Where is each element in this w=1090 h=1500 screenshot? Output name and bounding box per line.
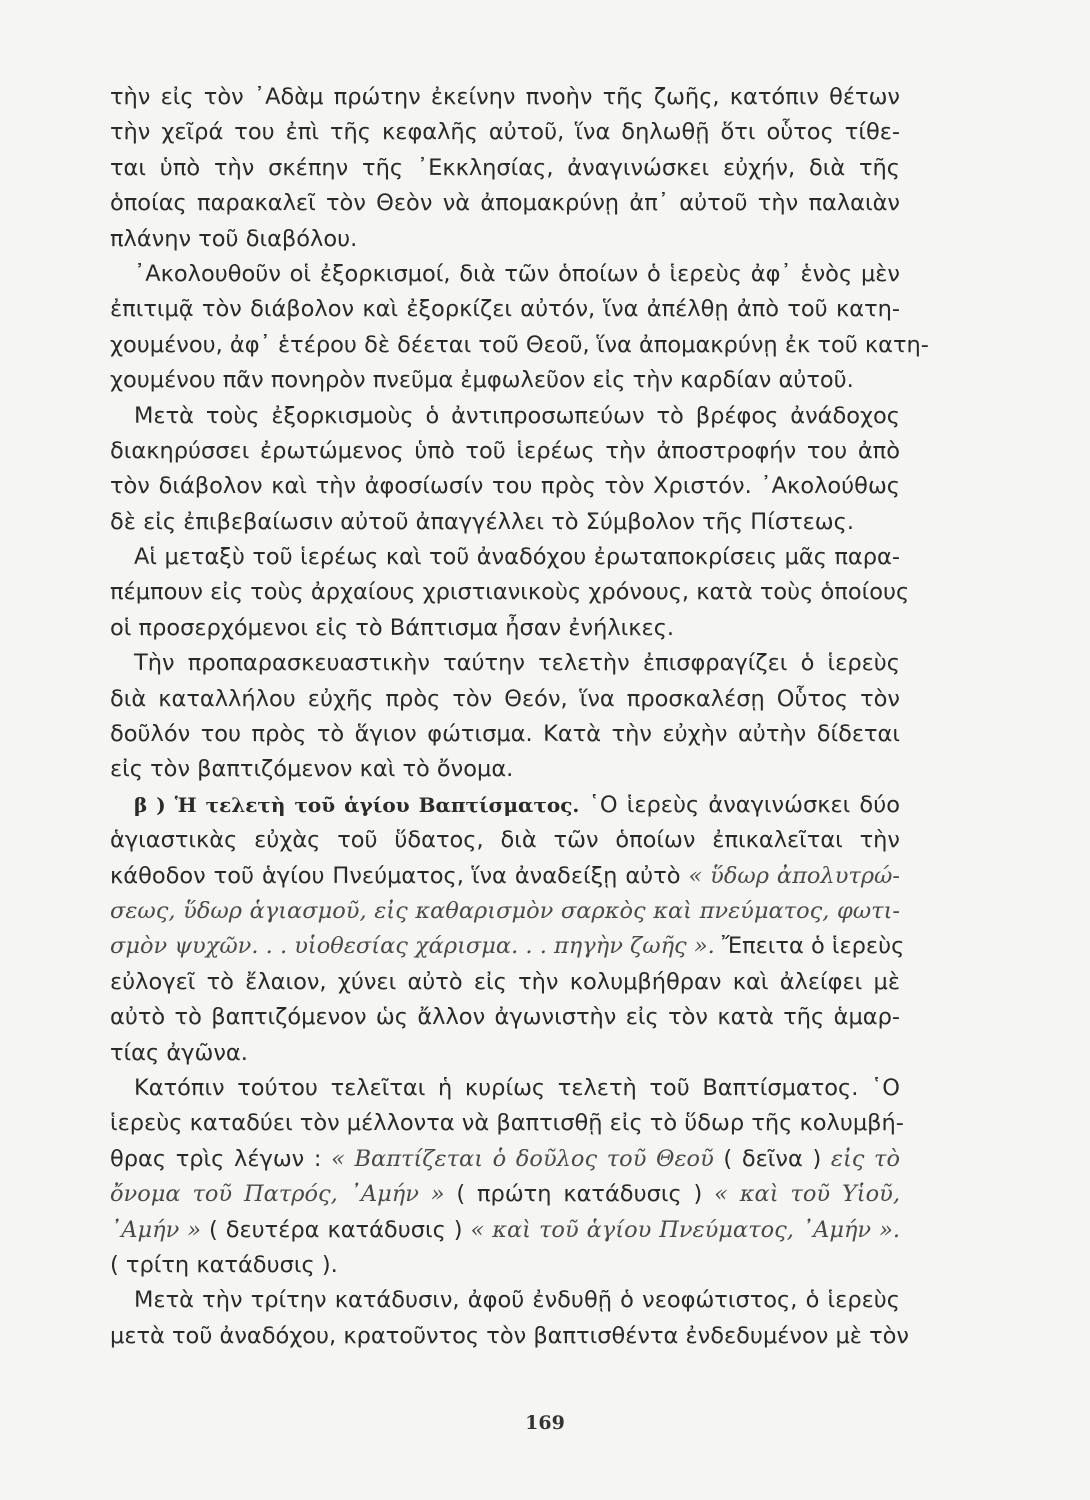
body-text: Ἔπειτα ὁ ἱερεὺς bbox=[714, 933, 905, 960]
body-text: ἐπιτιμᾷ τὸν διάβολον καὶ ἐξορκίζει αὐτόν, ἵνα ἀπέλθῃ ἀπὸ τοῦ κατη- bbox=[110, 296, 900, 323]
section-heading: β ) Ἡ τελετὴ τοῦ ἁγίου Βαπτίσματος. bbox=[134, 792, 580, 817]
text-line bbox=[110, 752, 900, 787]
body-text: τὴν εἰς τὸν ᾿Αδὰμ πρώτην ἐκείνην πνοὴν τῆς ζωῆς, κατόπιν θέτων bbox=[110, 84, 900, 110]
text-line bbox=[110, 1177, 900, 1212]
body-text: εἰς τὸν βαπτιζόμενον καὶ τὸ ὄνομα. bbox=[110, 756, 514, 783]
body-text: διακηρύσσει ἐρωτώμενος ὑπὸ τοῦ ἱερέως τὴν ἀποστροφήν του ἀπὸ bbox=[110, 437, 900, 464]
text-line bbox=[110, 1106, 904, 1141]
quoted-text: « Βαπτίζεται ὁ δοῦλος τοῦ Θεοῦ bbox=[331, 1145, 714, 1172]
text-line bbox=[110, 1000, 900, 1035]
body-text: ται ὑπὸ τὴν σκέπην τῆς ᾿Εκκλησίας, ἀναγινώσκει εὐχήν, διὰ τῆς bbox=[110, 154, 900, 181]
body-text: δοῦλόν του πρὸς τὸ ἅγιον φώτισμα. Κατὰ τὴν εὐχὴν αὐτὴν δίδεται bbox=[110, 721, 900, 748]
text-line bbox=[110, 80, 900, 115]
body-text: κάθοδον τοῦ ἁγίου Πνεύματος, ἵνα ἀναδείξῃ αὐτὸ bbox=[110, 862, 689, 889]
quoted-text: ὄνομα τοῦ Πατρός, ᾿Αμήν » bbox=[110, 1181, 445, 1208]
text-line bbox=[110, 859, 900, 894]
text-line bbox=[110, 929, 905, 964]
body-text: τίας ἀγῶνα. bbox=[110, 1039, 248, 1066]
quoted-text: σεως, ὕδωρ ἁγιασμοῦ, εἰς καθαρισμὸν σαρκὸς καὶ πνεύματος, φωτι- bbox=[110, 897, 900, 924]
body-text: πέμπουν εἰς τοὺς ἀρχαίους χριστιανικοὺς χρόνους, κατὰ τοὺς ὁποίους bbox=[110, 579, 910, 606]
body-text: μετὰ τοῦ ἀναδόχου, κρατοῦντος τὸν βαπτισθέντα ἐνδεδυμένον μὲ τὸν bbox=[110, 1322, 909, 1349]
text-line bbox=[110, 363, 900, 398]
quoted-text: εἰς τὸ bbox=[830, 1145, 901, 1172]
body-text: εὐλογεῖ τὸ ἔλαιον, χύνει αὐτὸ εἰς τὴν κολυμβήθραν καὶ ἀλείφει μὲ bbox=[110, 968, 900, 995]
text-line bbox=[110, 222, 900, 257]
text-line bbox=[110, 399, 900, 434]
page-text-body bbox=[110, 80, 929, 1354]
quoted-text: « ὕδωρ ἀπολυτρώ- bbox=[688, 862, 900, 889]
text-line bbox=[110, 257, 900, 292]
body-text: ἱερεὺς καταδύει τὸν μέλλοντα νὰ βαπτισθῇ εἰς τὸ ὕδωρ τῆς κολυμβή- bbox=[110, 1110, 904, 1137]
text-line bbox=[110, 575, 910, 610]
text-line bbox=[110, 505, 900, 540]
quoted-text: ᾿Αμήν » bbox=[110, 1216, 202, 1243]
quoted-text: σμὸν ψυχῶν. . . υἱοθεσίας χάρισμα. . . πηγὴν ζωῆς ». bbox=[110, 933, 715, 960]
text-line bbox=[110, 682, 900, 717]
text-line bbox=[110, 646, 900, 681]
body-text: ῾Ο ἱερεὺς ἀναγινώσκει δύο bbox=[579, 791, 900, 818]
body-text: χουμένου, ἀφ᾿ ἑτέρου δὲ δέεται τοῦ Θεοῦ, ἵνα ἀπομακρύνῃ ἐκ τοῦ κατη- bbox=[110, 331, 929, 358]
body-text: ᾿Ακολουθοῦν οἱ ἐξορκισμοί, διὰ τῶν ὁποίων ὁ ἱερεὺς ἀφ᾿ ἑνὸς μὲν bbox=[134, 260, 900, 287]
quoted-text: « καὶ τοῦ Υἱοῦ, bbox=[714, 1181, 900, 1208]
text-line bbox=[110, 823, 900, 858]
text-line bbox=[110, 1319, 909, 1354]
body-text: τὸν διάβολον καὶ τὴν ἀφοσίωσίν του πρὸς τὸν Χριστόν. ᾿Ακολούθως bbox=[110, 473, 900, 500]
text-line bbox=[110, 1036, 900, 1071]
text-line bbox=[110, 328, 929, 363]
body-text: διὰ καταλλήλου εὐχῆς πρὸς τὸν Θεόν, ἵνα προσκαλέσῃ Οὗτος τὸν bbox=[110, 685, 900, 712]
text-line bbox=[110, 540, 900, 575]
text-line bbox=[110, 965, 900, 1000]
text-line bbox=[110, 292, 900, 327]
body-text: Τὴν προπαρασκευαστικὴν ταύτην τελετὴν ἐπισφραγίζει ὁ ἱερεὺς bbox=[134, 650, 900, 677]
text-line bbox=[110, 1283, 900, 1318]
text-line bbox=[110, 115, 900, 150]
text-line bbox=[110, 1248, 900, 1283]
text-line bbox=[110, 1142, 900, 1177]
body-text: αὐτὸ τὸ βαπτιζόμενον ὡς ἄλλον ἀγωνιστὴν εἰς τὸν κατὰ τῆς ἁμαρ- bbox=[110, 1004, 900, 1031]
body-text: Μετὰ τοὺς ἐξορκισμοὺς ὁ ἀντιπροσωπεύων τὸ βρέφος ἀνάδοχος bbox=[134, 402, 900, 429]
text-line bbox=[110, 186, 900, 221]
body-text: δὲ εἰς ἐπιβεβαίωσιν αὐτοῦ ἀπαγγέλλει τὸ Σύμβολον τῆς Πίστεως. bbox=[110, 508, 854, 535]
quoted-text: « καὶ τοῦ ἁγίου Πνεύματος, ᾿Αμήν ». bbox=[470, 1216, 900, 1243]
body-text: ἁγιαστικὰς εὐχὰς τοῦ ὕδατος, διὰ τῶν ὁποίων ἐπικαλεῖται τὴν bbox=[110, 827, 900, 854]
body-text: ( δευτέρα κατάδυσις ) bbox=[201, 1216, 471, 1243]
text-line bbox=[110, 894, 900, 929]
body-text: πλάνην τοῦ διαβόλου. bbox=[110, 225, 358, 252]
body-text: οἱ προσερχόμενοι εἰς τὸ Βάπτισμα ἦσαν ἐνήλικες. bbox=[110, 614, 675, 641]
body-text: χουμένου πᾶν πονηρὸν πνεῦμα ἐμφωλεῦον εἰς τὴν καρδίαν αὐτοῦ. bbox=[110, 367, 854, 394]
text-line bbox=[110, 469, 900, 504]
body-text: Αἱ μεταξὺ τοῦ ἱερέως καὶ τοῦ ἀναδόχου ἐρωταποκρίσεις μᾶς παρα- bbox=[134, 544, 900, 571]
body-text: θρας τρὶς λέγων : bbox=[110, 1145, 332, 1172]
text-line bbox=[110, 151, 900, 186]
text-line bbox=[110, 434, 900, 469]
body-text: ὁποίας παρακαλεῖ τὸν Θεὸν νὰ ἀπομακρύνῃ ἀπ᾿ αὐτοῦ τὴν παλαιὰν bbox=[110, 190, 900, 217]
text-line bbox=[110, 788, 900, 823]
text-line bbox=[110, 717, 900, 752]
body-text: Κατόπιν τούτου τελεῖται ἡ κυρίως τελετὴ τοῦ Βαπτίσματος. ῾Ο bbox=[134, 1074, 900, 1101]
body-text: Μετὰ τὴν τρίτην κατάδυσιν, ἀφοῦ ἐνδυθῇ ὁ νεοφώτιστος, ὁ ἱερεὺς bbox=[134, 1287, 900, 1314]
body-text: ( δεῖνα ) bbox=[713, 1145, 831, 1172]
body-text: ( πρώτη κατάδυσις ) bbox=[444, 1181, 715, 1208]
body-text: τὴν χεῖρά του ἐπὶ τῆς κεφαλῆς αὐτοῦ, ἵνα δηλωθῇ ὅτι οὗτος τίθε- bbox=[110, 119, 900, 146]
text-line bbox=[110, 611, 900, 646]
text-line bbox=[110, 1213, 900, 1248]
page-number: 169 bbox=[525, 1412, 565, 1434]
text-line bbox=[110, 1071, 900, 1106]
body-text: ( τρίτη κατάδυσις ). bbox=[110, 1251, 338, 1278]
